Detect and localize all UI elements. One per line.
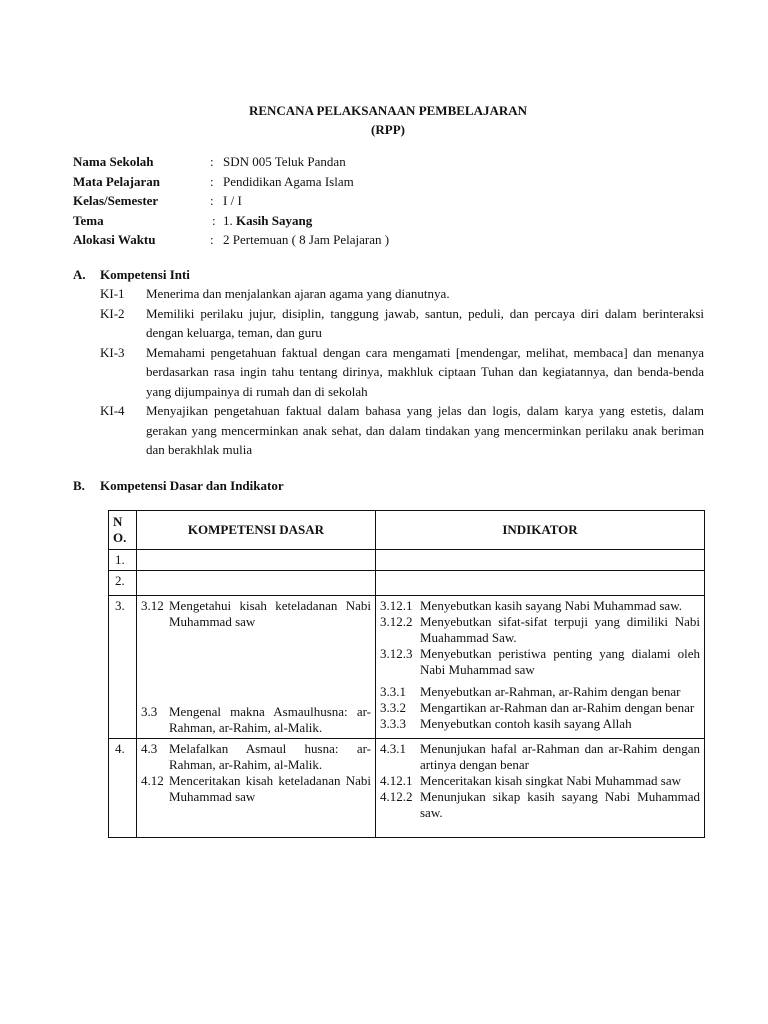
indicator-item [380,700,700,716]
kd-code: 4.12 [141,773,164,788]
indicator-code: 3.3.1 [380,684,406,699]
core-competency-list [100,284,704,460]
list-item [100,401,704,460]
kd-item [141,704,371,736]
kd-text: Mengenal makna Asmaulhusna: ar-Rahman, ar-Rahim, al-Malik. [169,704,371,735]
info-label: Mata Pelajaran [73,173,161,189]
header-no: N O. [109,511,137,550]
indicator-code: 3.12.3 [380,646,413,661]
info-separator: : [210,193,214,208]
ki-text: Memiliki perilaku jujur, disiplin, tanggung jawab, santun, peduli, dan percaya diri dalam berinteraksi dengan keluarga, teman, dan guru [146,305,704,340]
ki-code: KI-1 [100,286,125,301]
info-label: Kelas/Semester [73,193,159,208]
section-b-heading [73,476,284,496]
indicator-text: Menyebutkan contoh kasih sayang Allah [420,716,632,731]
section-letter: A. [73,267,86,282]
indicator-item [380,741,700,773]
indicator-code: 4.12.2 [380,789,413,804]
info-separator: : [210,232,214,247]
list-item [100,304,704,343]
ki-text: Menyajikan pengetahuan faktual dalam bahasa yang jelas dan logis, dalam karya yang estetis, dalam gerakan yang mencerminkan anak sehat, dan dalam tindakan yang mencerminkan perilaku anak beriman dan berakhlak mulia [146,403,704,457]
kd-code: 3.3 [141,704,158,719]
title-line-1: RENCANA PELAKSANAAN PEMBELAJARAN [248,103,528,118]
indicator-code: 3.12.1 [380,598,413,613]
indicator-item [380,716,700,732]
indicator-item [380,684,700,700]
info-value: I / I [223,193,242,208]
indicator-text: Menceritakan kisah singkat Nabi Muhammad saw [420,773,682,788]
indicator-code: 4.3.1 [380,741,406,756]
list-item [100,343,704,402]
ki-code: KI-4 [100,403,125,418]
table-row [109,550,705,571]
info-separator: : [212,212,216,228]
row-number: 2. [109,571,137,596]
kd-cell [137,550,376,571]
indicator-text: Menunjukan sikap kasih sayang Nabi Muhammad saw. [420,789,700,820]
ki-text: Menerima dan menjalankan ajaran agama yang dianutnya. [146,286,450,301]
theme-number: 1. [223,212,236,228]
indicator-code: 3.3.3 [380,716,406,731]
table-row [109,739,705,838]
section-title: Kompetensi Dasar dan Indikator [100,478,284,493]
row-number: 1. [109,550,137,571]
info-separator: : [210,173,214,189]
indicator-item [380,646,700,678]
section-title: Kompetensi Inti [100,267,190,282]
list-item [100,284,704,304]
kd-item [141,741,371,773]
indicator-cell [376,596,705,739]
info-value: SDN 005 Teluk Pandan [223,154,346,169]
info-value [223,211,312,231]
kd-cell [137,571,376,596]
info-value: Pendidikan Agama Islam [223,173,354,189]
indicator-item [380,789,700,821]
ki-code: KI-3 [100,344,125,360]
row-number: 3. [109,596,137,739]
info-label: Nama Sekolah [73,154,154,169]
indicator-text: Menyebutkan sifat-sifat terpuji yang dimiliki Nabi Muahammad Saw. [420,614,700,645]
info-value: 2 Pertemuan ( 8 Jam Pelajaran ) [223,232,390,247]
kd-item [141,773,371,805]
indicator-code: 4.12.1 [380,773,413,788]
indicator-text: Menyebutkan peristiwa penting yang dialami oleh Nabi Muhammad saw [420,646,700,677]
indicator-text: Menyebutkan kasih sayang Nabi Muhammad saw. [420,598,682,613]
kd-text: Melafalkan Asmaul husna: ar-Rahman, ar-Rahim, al-Malik. [169,741,371,772]
indicator-text: Mengartikan ar-Rahman dan ar-Rahim dengan benar [420,700,695,715]
title-line-2: (RPP) [371,122,405,137]
info-separator: : [210,154,214,169]
row-number: 4. [109,739,137,838]
indicator-code: 3.12.2 [380,614,413,629]
indicator-cell [376,550,705,571]
indicator-text: Menunjukan hafal ar-Rahman dan ar-Rahim dengan artinya dengan benar [420,741,700,772]
ki-text: Memahami pengetahuan faktual dengan cara mengamati [mendengar, melihat, membaca] dan menanya berdasarkan rasa ingin tahu tentang dirinya, makhluk ciptaan Tuhan dan kegiatannya, dan benda-benda yang dijumpainya di rumah dan di sekolah [146,344,704,399]
info-label: Tema [73,212,104,228]
theme-name: Kasih Sayang [236,212,313,228]
indicator-item [380,598,700,614]
kd-code: 4.3 [141,741,158,756]
table-row [109,596,705,739]
info-label: Alokasi Waktu [73,232,156,247]
indicator-item [380,773,700,789]
kd-item [141,598,371,630]
indicator-code: 3.3.2 [380,700,406,715]
kd-text: Mengetahui kisah keteladanan Nabi Muhammad saw [169,598,371,629]
header-kompetensi-dasar: KOMPETENSI DASAR [137,511,376,550]
indicator-cell [376,571,705,596]
kd-code: 3.12 [141,598,164,613]
indicator-text: Menyebutkan ar-Rahman, ar-Rahim dengan benar [420,684,681,699]
section-letter: B. [73,478,85,493]
document-title [0,101,768,139]
competency-table [108,510,705,838]
section-a-heading [73,265,190,285]
kd-text: Menceritakan kisah keteladanan Nabi Muhammad saw [169,773,371,804]
table-row [109,571,705,596]
indicator-cell [376,739,705,838]
ki-code: KI-2 [100,305,125,321]
table-header-row [109,511,705,550]
indicator-item [380,614,700,646]
header-indikator: INDIKATOR [376,511,705,550]
kd-cell [137,596,376,739]
kd-cell [137,739,376,838]
